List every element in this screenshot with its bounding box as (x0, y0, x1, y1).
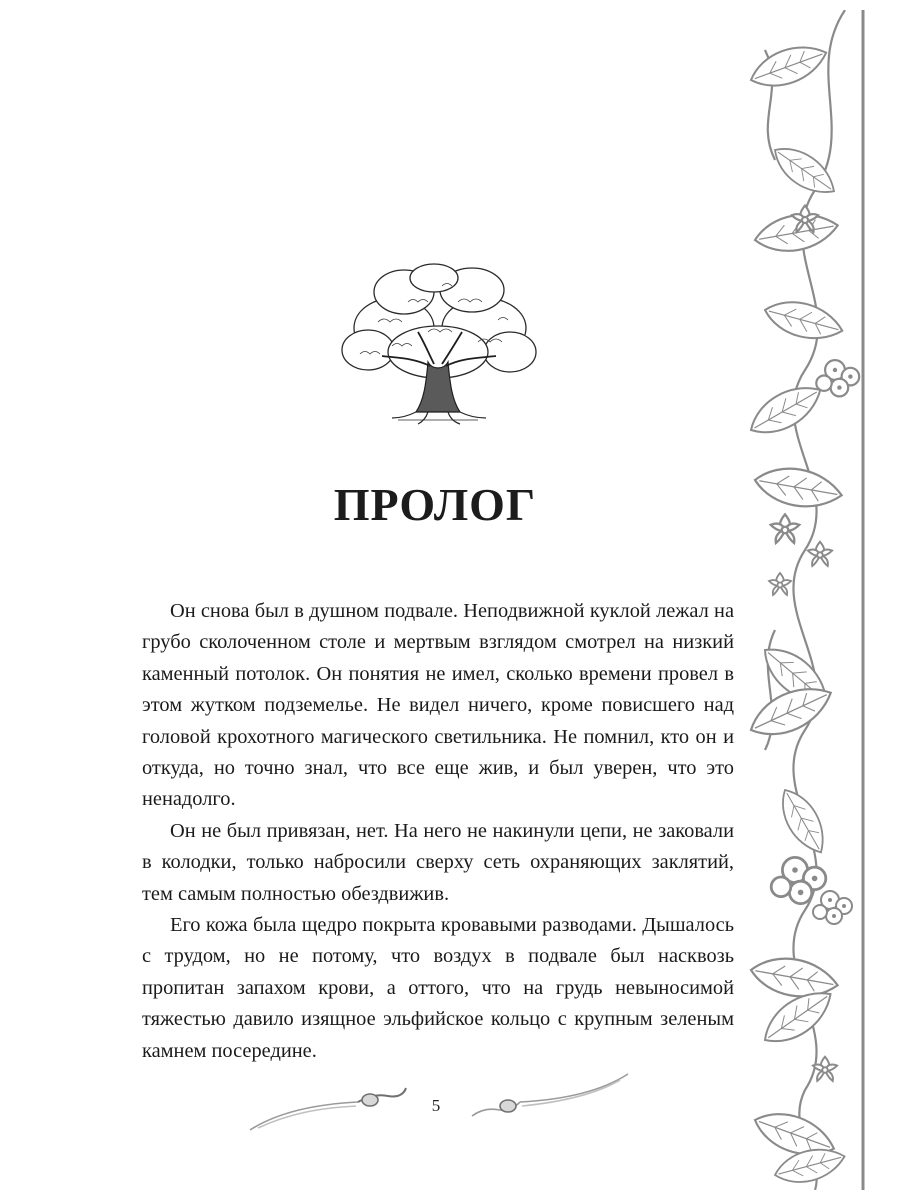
oak-tree-illustration (338, 262, 538, 430)
chapter-title: ПРОЛОГ (333, 479, 537, 530)
paragraph: Он не был привязан, нет. На него не накинули цепи, не заковали в колодки, только набросили сверху сеть охраняющих заклятий, тем самым полностью обездвижив. (142, 819, 734, 905)
side-ornament-border (745, 10, 870, 1190)
footer-flourish-left (248, 1082, 408, 1134)
paragraph: Он снова был в душном подвале. Неподвижной куклой лежал на грубо сколоченном столе и мертвым взглядом смотрел на низкий каменный потолок. Он понятия не имел, сколько времени провел в этом жутком подземелье. Не видел ничего, кроме повисшего над головой крохотного магического светильника. Не помнил, кто он и откуда, но точно знал, что все еще жив, и был уверен, что это ненадолго. (142, 600, 734, 811)
footer-flourish-right (470, 1070, 630, 1122)
page-number: 5 (431, 1096, 441, 1115)
paragraph: Его кожа была щедро покрыта кровавыми разводами. Дышалось с трудом, но не потому, что воздух в подвале был насквозь пропитан запахом крови, а оттого, что на грудь невыносимой тяжестью давило изящное эльфийское кольцо с крупным зеленым камнем посередине. (142, 914, 734, 1062)
chapter-body (142, 596, 734, 1067)
